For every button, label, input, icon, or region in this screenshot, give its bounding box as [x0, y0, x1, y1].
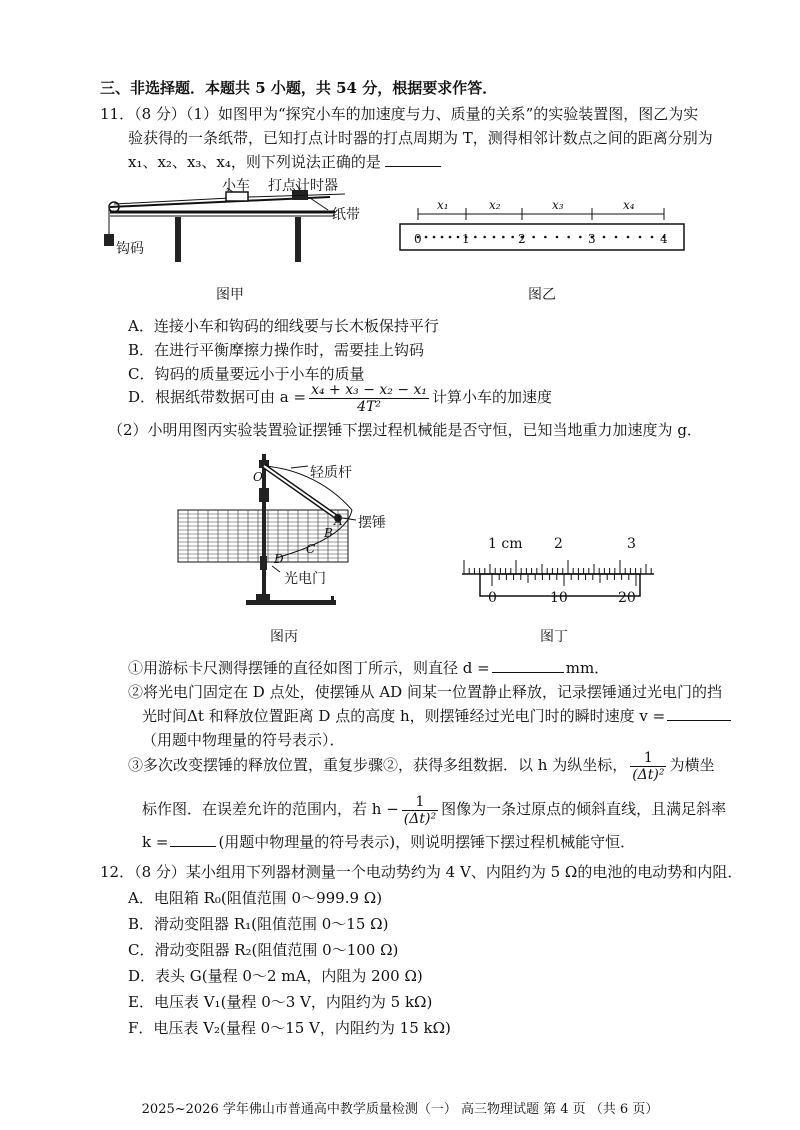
option-a-text: 连接小车和钩码的细线要与长木板保持平行 — [153, 317, 439, 335]
option-d-suffix: 计算小车的加速度 — [432, 388, 553, 406]
tape-dot — [556, 236, 559, 239]
main-label-1cm: 1 cm — [488, 536, 523, 552]
main-scale-ticks — [464, 560, 651, 574]
step3-text-a: ③多次改变摆锤的释放位置，重复步骤②，获得多组数据．以 h 为纵坐标， — [128, 756, 628, 774]
caption-jia: 图甲 — [216, 287, 244, 303]
option-c-text: 钩码的质量要远小于小车的质量 — [154, 365, 365, 383]
tape-dot — [615, 236, 618, 239]
point-B: B — [324, 526, 333, 540]
step3-fraction-a — [630, 750, 666, 783]
q12-item-b — [128, 914, 388, 934]
q12-item-d — [128, 966, 423, 986]
tape-dot — [544, 236, 547, 239]
q12-number: 12． — [100, 863, 135, 881]
label-bob: 摆锤 — [358, 515, 386, 531]
tape-dot — [603, 236, 606, 239]
label-timer: 打点计时器 — [268, 178, 338, 194]
figure-yi — [398, 206, 688, 256]
q12-item-e-text: 电压表 V₁(量程 0～3 V，内阻约为 5 kΩ) — [153, 993, 433, 1011]
stand-foot-right — [331, 596, 334, 602]
q11-intro-b: 验获得的一条纸带，已知打点计时器的打点周期为 T，测得相邻计数点之间的距离分别为 — [128, 129, 713, 147]
q11-score: （8 分） — [134, 105, 186, 123]
main-label-3: 3 — [627, 536, 636, 552]
stand-foot — [256, 594, 270, 600]
slope-blank[interactable] — [170, 832, 216, 847]
step3-line-c — [142, 832, 635, 852]
step3-text-b: 标作图．在误差允许的范围内，若 h − — [142, 800, 399, 818]
q11-intro-c: x₁、x₂、x₃、x₄，则下列说法正确的是 — [128, 153, 381, 171]
point-D: D — [274, 552, 284, 566]
segment-label: x₄ — [623, 198, 635, 212]
tape-dot — [483, 236, 486, 239]
label-cart: 小车 — [222, 178, 250, 194]
q12-item-b-text: 滑动变阻器 R₁(阻值范围 0～15 Ω) — [154, 915, 389, 933]
option-d-denominator: 4T² — [357, 398, 381, 415]
tape-dot — [457, 236, 460, 239]
caption-yi: 图乙 — [528, 287, 556, 303]
q12-item-f-letter: F． — [128, 1019, 154, 1037]
frac-a-den: (Δt)² — [632, 766, 665, 783]
tape-dot — [511, 236, 514, 239]
point-A: A — [334, 514, 343, 528]
caption-ding: 图丁 — [540, 629, 568, 645]
option-d-numerator: x₄ + x₃ − x₂ − x₁ — [311, 381, 428, 398]
option-d-prefix: 根据纸带数据可由 a = — [155, 388, 307, 406]
q12-item-c — [128, 940, 398, 960]
option-a-letter: A． — [128, 317, 154, 335]
frac-b-den: (Δt)² — [403, 810, 437, 827]
tape-dot — [502, 236, 505, 239]
step1-unit: mm． — [565, 659, 610, 677]
q12-item-a-text: 电阻箱 R₀(阻值范围 0～999.9 Ω) — [153, 889, 383, 907]
step3-fraction-b — [402, 794, 438, 827]
step3-text-a-tail: 为横坐 — [669, 756, 715, 774]
q12-item-d-letter: D． — [128, 967, 156, 985]
frac-b-num: 1 — [402, 794, 438, 811]
step3-text-c: (用题中物理量的符号表示)，则说明摆锤下摆过程机械能守恒． — [218, 833, 636, 851]
step2-line-b — [142, 706, 731, 726]
step2-text: 光时间Δt 和释放位置距离 D 点的高度 h，则摆锤经过光电门时的瞬时速度 v = — [142, 707, 666, 725]
tape-dot — [651, 236, 654, 239]
vernier-label-20: 20 — [618, 590, 636, 606]
point-C: C — [306, 542, 316, 556]
q12-item-a — [128, 888, 382, 908]
table-leg-right — [295, 217, 301, 262]
weight-block — [104, 234, 114, 246]
stand-base — [246, 600, 336, 605]
q12-item-b-letter: B． — [128, 915, 155, 933]
rod-leader — [291, 466, 308, 468]
q12-item-c-text: 滑动变阻器 R₂(阻值范围 0～100 Ω) — [154, 941, 399, 959]
option-b[interactable] — [128, 340, 424, 360]
count-point-label: 1 — [462, 232, 470, 246]
q12-item-e-letter: E． — [128, 993, 154, 1011]
segment-label: x₂ — [489, 198, 501, 212]
count-point-label: 3 — [588, 232, 596, 246]
q12-item-d-text: 表头 G(量程 0～2 mA，内阻为 200 Ω) — [155, 967, 423, 985]
tape-dot — [639, 236, 642, 239]
q12-intro-line — [100, 862, 742, 882]
photo-gate-block — [260, 556, 267, 570]
main-label-2: 2 — [554, 536, 563, 552]
mid-clamp — [259, 488, 269, 502]
q12-item-e — [128, 992, 432, 1012]
label-rod: 轻质杆 — [310, 465, 352, 481]
q11-intro-a: （1）如图甲为“探究小车的加速度与力、质量的关系”的实验装置图，图乙为实 — [185, 105, 699, 123]
step3-k: k = — [142, 833, 169, 851]
q12-item-f-text: 电压表 V₂(量程 0～15 V，内阻约为 15 kΩ) — [153, 1019, 451, 1037]
label-gate: 光电门 — [284, 571, 326, 587]
tape-dot — [449, 236, 452, 239]
q12-item-c-letter: C． — [128, 941, 155, 959]
section-heading: 三、非选择题．本题共 5 小题，共 54 分，根据要求作答． — [100, 79, 498, 97]
vernier-scale-ticks — [492, 574, 636, 586]
caption-bing: 图丙 — [270, 629, 298, 645]
option-d-fraction — [309, 382, 429, 415]
step-1 — [128, 658, 609, 678]
step3-line-b — [142, 786, 726, 832]
page-footer: 2025~2026 学年佛山市普通高中教学质量检测（一） 高三物理试题 第 4 页 （共 6 页） — [141, 1102, 659, 1117]
count-point-label: 0 — [414, 232, 422, 246]
tape-dot — [579, 236, 582, 239]
step3-line-a — [128, 742, 715, 788]
q11-number: 11． — [100, 105, 135, 123]
q11-part2-intro: （2）小明用图丙实验装置验证摆锤下摆过程机械能是否守恒，已知当地重力加速度为 g． — [108, 421, 702, 439]
option-b-text: 在进行平衡摩擦力操作时，需要挂上钩码 — [154, 341, 425, 359]
table-leg-left — [175, 217, 181, 262]
step1-text: ①用游标卡尺测得摆锤的直径如图丁所示，则直径 d = — [128, 659, 490, 677]
diameter-blank[interactable] — [492, 658, 564, 673]
gate-leader — [272, 566, 280, 572]
tape-dot — [627, 236, 630, 239]
q12-item-f — [128, 1018, 451, 1038]
velocity-blank[interactable] — [667, 706, 731, 721]
point-O: O — [253, 470, 263, 484]
label-tape: 纸带 — [332, 207, 360, 223]
step2-line-c: （用题中物理量的符号表示）． — [142, 731, 345, 749]
q12-item-a-letter: A． — [128, 889, 154, 907]
count-point-label: 2 — [518, 232, 526, 246]
option-d[interactable] — [128, 380, 552, 415]
tape-dot — [493, 236, 496, 239]
segment-label: x₁ — [437, 198, 449, 212]
label-weight: 钩码 — [116, 241, 144, 257]
tape-dot — [425, 236, 428, 239]
frac-a-num: 1 — [630, 750, 666, 767]
option-d-letter: D． — [128, 388, 156, 406]
vernier-label-0: 0 — [488, 590, 497, 606]
tape-dot — [474, 236, 477, 239]
step3-text-b-tail: 图像为一条过原点的倾斜直线，且满足斜率 — [441, 800, 727, 818]
vernier-label-10: 10 — [550, 590, 568, 606]
q12-intro: （8 分）某小组用下列器材测量一个电动势约为 4 V、内阻约为 5 Ω的电池的电动势和内阻． — [134, 863, 743, 881]
segment-label: x₃ — [552, 198, 564, 212]
tape-pointer — [310, 198, 328, 210]
q11-line-3 — [128, 152, 441, 172]
tape-dot — [433, 236, 436, 239]
step2-line-a: ②将光电门固定在 D 点处，使摆锤从 AD 间某一位置静止释放，记录摆锤通过光电门的挡 — [128, 683, 722, 701]
option-b-letter: B． — [128, 341, 155, 359]
q11-line-1 — [100, 104, 698, 124]
option-c-letter: C． — [128, 365, 155, 383]
tape-dot — [532, 236, 535, 239]
option-a[interactable] — [128, 316, 439, 336]
q11-answer-blank[interactable] — [385, 152, 441, 167]
tape-dot — [441, 236, 444, 239]
count-point-label: 4 — [660, 232, 668, 246]
tape-dot — [567, 236, 570, 239]
